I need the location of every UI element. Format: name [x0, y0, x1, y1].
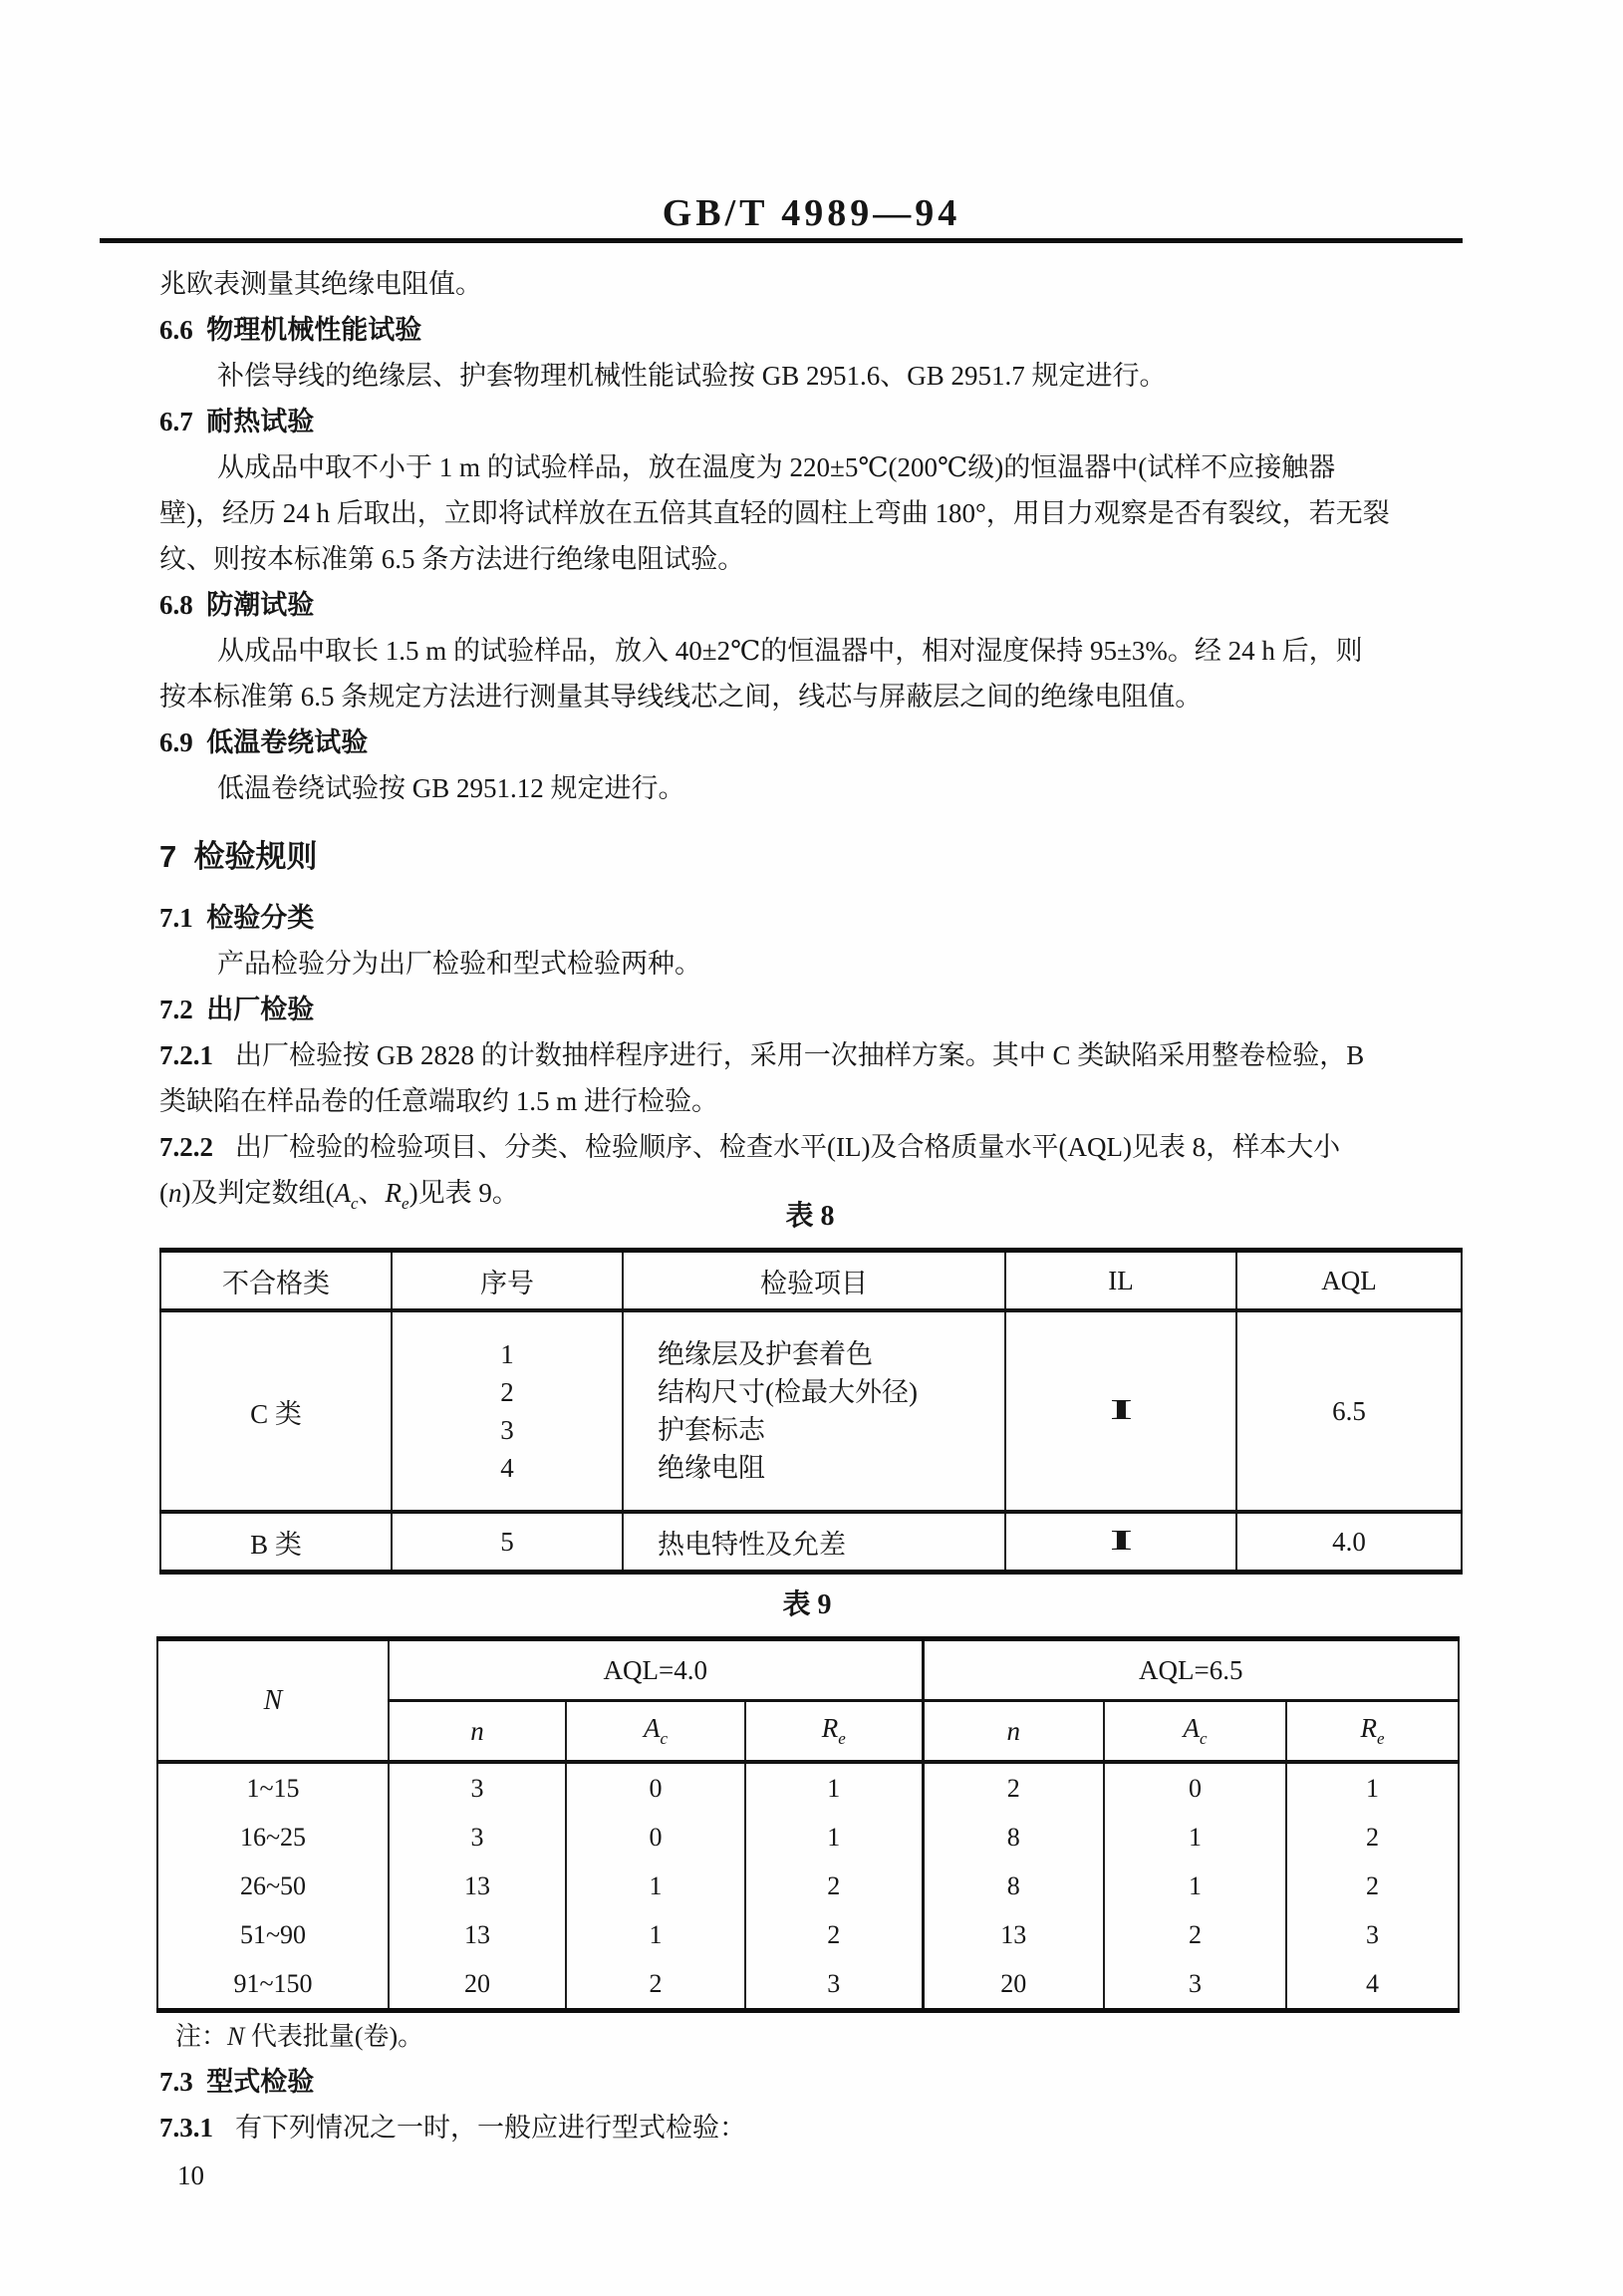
clause-7-3-heading: 7.3 型式检验 — [159, 2067, 315, 2097]
table-9 — [156, 1636, 1460, 2013]
table-row — [157, 1762, 1459, 1813]
table-9-block — [156, 1582, 1458, 2013]
serial-number: 1 — [500, 1339, 514, 1369]
variable-re-subscript: e — [838, 1729, 846, 1748]
clause-text: )见表 9。 — [408, 1178, 519, 1208]
clause-6-8-line-1: 从成品中取长 1.5 m 的试验样品，放入 40±2℃的恒温器中，相对湿度保持 95±3%。经 24 h 后，则 — [217, 636, 1363, 666]
clause-7-2-1-line-1 — [159, 1032, 1467, 1078]
table-8-block — [159, 1194, 1461, 1575]
cell-value: 13 — [923, 1910, 1104, 1959]
note-text: 代表批量(卷)。 — [244, 2022, 424, 2051]
cell-category: B 类 — [160, 1512, 392, 1573]
table-row — [157, 1862, 1459, 1910]
table-8 — [159, 1248, 1463, 1575]
roman-numeral-one: I — [1109, 1395, 1133, 1426]
variable-batch-n: N — [227, 2022, 245, 2051]
serial-number: 2 — [500, 1377, 514, 1407]
inspection-item: 护套标志 — [658, 1415, 765, 1445]
cell-value: 1 — [1104, 1862, 1286, 1910]
clause-6-9-heading: 6.9 低温卷绕试验 — [159, 727, 369, 757]
variable-ac-subscript: c — [1199, 1729, 1208, 1748]
cell-value: 0 — [566, 1762, 745, 1813]
clause-6-7-line-3: 纹、则按本标准第 6.5 条方法进行绝缘电阻试验。 — [159, 544, 745, 574]
serial-number: 4 — [500, 1453, 514, 1483]
clause-number: 7.2.1 — [159, 1040, 213, 1070]
note-prefix: 注： — [175, 2022, 228, 2051]
clause-text: 出厂检验的检验项目、分类、检验顺序、检查水平(IL)及合格质量水平(AQL)见表 8，样本大小 — [235, 1132, 1341, 1162]
roman-numeral-one: I — [1109, 1526, 1133, 1557]
table-row — [160, 1310, 1462, 1512]
variable-re-subscript: e — [1376, 1729, 1385, 1748]
cell-value: 0 — [566, 1813, 745, 1862]
variable-re: R — [385, 1178, 403, 1208]
cell-aql: 4.0 — [1236, 1512, 1462, 1573]
clause-text: 有下列情况之一时，一般应进行型式检验： — [235, 2113, 746, 2143]
cell-il — [1005, 1512, 1236, 1573]
cell-value: 3 — [389, 1762, 566, 1813]
variable-re-subscript: e — [402, 1194, 409, 1213]
col-header-ac — [566, 1701, 745, 1763]
cell-value: 3 — [389, 1813, 566, 1862]
clause-number: 7.3.1 — [159, 2113, 213, 2143]
variable-ac-subscript: c — [660, 1729, 669, 1748]
cell-value: 1 — [566, 1910, 745, 1959]
variable-re: R — [1360, 1713, 1377, 1743]
clause-text: 出厂检验按 GB 2828 的计数抽样程序进行，采用一次抽样方案。其中 C 类缺陷采用整卷检验，B — [235, 1040, 1365, 1070]
cell-value: 1 — [745, 1762, 923, 1813]
cell-value: 1 — [1104, 1813, 1286, 1862]
group-header-aql-6-5: AQL=6.5 — [923, 1639, 1459, 1701]
clause-7-1-heading: 7.1 检验分类 — [159, 903, 315, 933]
variable-re: R — [821, 1713, 839, 1743]
col-header-n — [389, 1701, 566, 1763]
variable-ac: A — [334, 1178, 351, 1208]
col-header-ac — [1104, 1701, 1286, 1763]
clause-6-7-line-1: 从成品中取不小于 1 m 的试验样品，放在温度为 220±5℃(200℃级)的恒温器中(试样不应接触器 — [217, 452, 1336, 482]
cell-value: 2 — [745, 1862, 923, 1910]
cell-value: 2 — [1286, 1862, 1459, 1910]
clause-6-7-line-2: 壁)，经历 24 h 后取出，立即将试样放在五倍其直轻的圆柱上弯曲 180°，用目力观察是否有裂纹，若无裂 — [159, 498, 1390, 528]
cell-batch-range: 51~90 — [157, 1910, 389, 1959]
cell-serial-numbers — [392, 1310, 623, 1512]
cell-value: 8 — [923, 1862, 1104, 1910]
inspection-item: 绝缘层及护套着色 — [658, 1339, 873, 1369]
cell-value: 2 — [745, 1910, 923, 1959]
col-header-defect-class: 不合格类 — [160, 1251, 392, 1311]
col-header-n — [923, 1701, 1104, 1763]
clause-7-2-2-line-1 — [159, 1124, 1467, 1170]
clause-6-6-paragraph: 补偿导线的绝缘层、护套物理机械性能试验按 GB 2951.6、GB 2951.7 规定进行。 — [217, 361, 1167, 391]
cell-serial-number: 5 — [392, 1512, 623, 1573]
col-header-aql: AQL — [1236, 1251, 1462, 1311]
cell-aql: 6.5 — [1236, 1310, 1462, 1512]
clause-7-2-1-line-2: 类缺陷在样品卷的任意端取约 1.5 m 进行检验。 — [159, 1086, 719, 1116]
clause-6-8-line-2: 按本标准第 6.5 条规定方法进行测量其导线线芯之间，线芯与屏蔽层之间的绝缘电阻值。 — [159, 682, 1203, 712]
cell-batch-range: 26~50 — [157, 1862, 389, 1910]
clause-number: 7.2.2 — [159, 1132, 213, 1162]
cell-value: 2 — [1286, 1813, 1459, 1862]
variable-ac-subscript: c — [350, 1194, 359, 1213]
variable-n: n — [1006, 1715, 1020, 1746]
variable-ac: A — [1183, 1713, 1200, 1743]
cell-batch-range: 91~150 — [157, 1959, 389, 2011]
cell-value: 8 — [923, 1813, 1104, 1862]
table-9-caption: 表 9 — [782, 1589, 832, 1620]
cell-value: 20 — [389, 1959, 566, 2011]
cell-value: 13 — [389, 1862, 566, 1910]
col-header-batch-size — [157, 1639, 389, 1763]
cell-value: 2 — [923, 1762, 1104, 1813]
col-header-il: IL — [1005, 1251, 1236, 1311]
header-rule — [100, 238, 1463, 243]
table-9-group-header-row — [157, 1639, 1459, 1701]
inspection-item: 结构尺寸(检最大外径) — [658, 1377, 918, 1407]
cell-inspection-items — [623, 1310, 1005, 1512]
clause-text: ( — [159, 1178, 168, 1208]
cell-value: 1 — [1286, 1762, 1459, 1813]
cell-inspection-item: 热电特性及允差 — [623, 1512, 1005, 1573]
col-header-serial: 序号 — [392, 1251, 623, 1311]
cell-category: C 类 — [160, 1310, 392, 1512]
table-8-caption: 表 8 — [785, 1201, 835, 1232]
group-header-aql-4-0: AQL=4.0 — [389, 1639, 923, 1701]
clause-text: 、 — [358, 1178, 386, 1208]
cell-value: 0 — [1104, 1762, 1286, 1813]
chapter-7-heading: 7 检验规则 — [159, 839, 318, 874]
cell-batch-range: 1~15 — [157, 1762, 389, 1813]
cell-value: 1 — [566, 1862, 745, 1910]
table-8-header-row — [160, 1251, 1462, 1311]
table-row — [157, 1813, 1459, 1862]
cell-value: 2 — [566, 1959, 745, 2011]
clause-7-2-heading: 7.2 出厂检验 — [159, 995, 315, 1024]
table-row — [160, 1512, 1462, 1573]
cell-value: 20 — [923, 1959, 1104, 2011]
clause-text: )及判定数组( — [181, 1178, 335, 1208]
variable-n: n — [470, 1715, 484, 1746]
cell-batch-range: 16~25 — [157, 1813, 389, 1862]
bottom-text-block — [159, 2015, 1467, 2151]
standard-number-heading: GB/T 4989—94 — [662, 192, 961, 234]
table-row — [157, 1959, 1459, 2011]
variable-ac: A — [643, 1713, 661, 1743]
clause-6-7-heading: 6.7 耐热试验 — [159, 407, 315, 436]
table-row — [157, 1910, 1459, 1959]
cell-value: 2 — [1104, 1910, 1286, 1959]
variable-batch-n: N — [263, 1684, 283, 1716]
col-header-item: 检验项目 — [623, 1251, 1005, 1311]
cell-value: 3 — [1104, 1959, 1286, 2011]
col-header-re — [745, 1701, 923, 1763]
clause-6-8-heading: 6.8 防潮试验 — [159, 590, 315, 620]
serial-number: 3 — [500, 1415, 514, 1445]
body-text-block — [159, 261, 1467, 1216]
inspection-item: 绝缘电阻 — [658, 1453, 765, 1483]
paragraph-continuation: 兆欧表测量其绝缘电阻值。 — [159, 269, 482, 299]
cell-value: 1 — [745, 1813, 923, 1862]
clause-6-9-paragraph: 低温卷绕试验按 GB 2951.12 规定进行。 — [217, 773, 685, 803]
page-number: 10 — [177, 2160, 204, 2190]
variable-n: n — [168, 1178, 182, 1208]
cell-value: 3 — [1286, 1910, 1459, 1959]
cell-value: 3 — [745, 1959, 923, 2011]
clause-7-3-1-line — [159, 2105, 1467, 2151]
cell-value: 4 — [1286, 1959, 1459, 2011]
clause-6-6-heading: 6.6 物理机械性能试验 — [159, 315, 422, 345]
cell-value: 13 — [389, 1910, 566, 1959]
cell-il — [1005, 1310, 1236, 1512]
table-9-note — [159, 2015, 1467, 2059]
col-header-re — [1286, 1701, 1459, 1763]
clause-7-1-paragraph: 产品检验分为出厂检验和型式检验两种。 — [217, 949, 701, 979]
